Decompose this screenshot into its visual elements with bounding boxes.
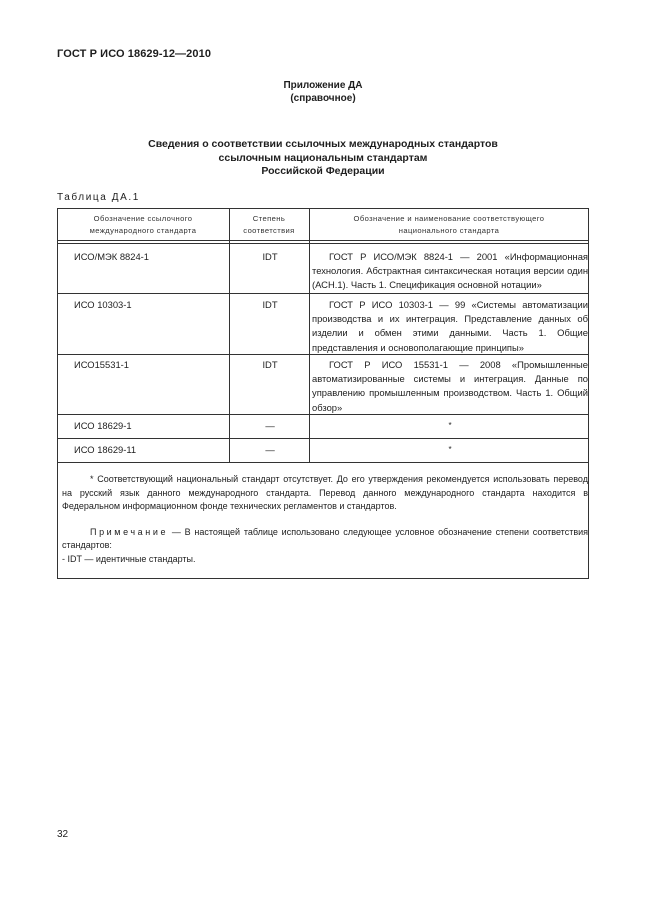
table-cell-international-code: ИСО/МЭК 8824-1 [74, 251, 150, 262]
table-header-cell [309, 213, 589, 237]
table-rule [57, 243, 589, 244]
table-cell-international-code: ИСО 10303-1 [74, 299, 132, 310]
header-line: Обозначение и наименование соответствующего [353, 214, 545, 223]
table-rule [57, 240, 589, 241]
table-caption: Таблица ДА.1 [57, 192, 140, 203]
table-cell-degree: — [265, 420, 275, 431]
table-header-cell [57, 213, 229, 237]
annex-heading [0, 79, 646, 105]
table-rule [57, 293, 589, 294]
header-line: соответствия [243, 226, 295, 235]
table-rule [57, 462, 589, 463]
section-title-line: Российской Федерации [261, 165, 385, 177]
table-cell-international-code: ИСО 18629-11 [74, 444, 137, 455]
header-line: Степень [252, 214, 286, 223]
annex-subtitle: (справочное) [290, 93, 356, 104]
annex-title: Приложение ДА [283, 80, 363, 91]
section-title-line: Сведения о соответствии ссылочных международных стандартов [148, 138, 498, 150]
header-line: национального стандарта [398, 226, 500, 235]
note-item: - IDT — идентичные стандарты. [62, 553, 196, 564]
header-line: Обозначение ссылочного [93, 214, 193, 223]
column-divider [309, 208, 310, 462]
table-footnote: * Соответствующий национальный стандарт отсутствует. До его утверждения рекомендуется использовать перевод на русский язык данного международного стандарта. Перевод данного международного стандарта находится в Федеральном информационном фонде технических регламентов и стандартов. [62, 474, 588, 512]
table-rule [57, 438, 589, 439]
note-text: — В настоящей таблице использовано следующее условное обозначение степени соответствия стандартов: [62, 526, 588, 551]
table-cell-degree: IDT [262, 359, 278, 370]
table-cell-national-standard: ГОСТ Р ИСО 15531-1 — 2008 «Промышленные автоматизированные системы и интеграция. Данные по управлению промышленным производством. Часть 1. Общий обзор» [312, 359, 588, 413]
table-cell-national-standard: * [448, 445, 452, 454]
table-cell-national-standard: * [448, 421, 452, 430]
note-label: Примечание [90, 526, 169, 537]
table-header-cell [229, 213, 309, 237]
table-cell-national-standard: ГОСТ Р ИСО/МЭК 8824-1 — 2001 «Информационная технология. Абстрактная синтаксическая нотация версии один (АСН.1). Часть 1. Спецификация основной нотации» [312, 251, 588, 291]
section-title [100, 138, 546, 179]
section-title-line: ссылочным национальным стандартам [218, 151, 428, 164]
document-code-header: ГОСТ Р ИСО 18629-12—2010 [57, 48, 212, 60]
table-cell-international-code: ИСО15531-1 [74, 359, 129, 370]
table-cell-degree: IDT [262, 299, 278, 310]
table-cell-degree: IDT [262, 251, 278, 262]
table-notes [62, 473, 588, 567]
table-cell-international-code: ИСО 18629-1 [74, 420, 132, 431]
table-cell-degree: — [265, 444, 275, 455]
table-note [62, 526, 588, 553]
page-number: 32 [57, 829, 69, 840]
column-divider [229, 208, 230, 462]
table-cell-national-standard: ГОСТ Р ИСО 10303-1 — 99 «Системы автоматизации производства и их интеграция. Представление данных об изделии и обмен этими данными. Часть 1. Общие представления и основополагающие принципы» [312, 299, 588, 353]
header-line: международного стандарта [89, 226, 197, 235]
